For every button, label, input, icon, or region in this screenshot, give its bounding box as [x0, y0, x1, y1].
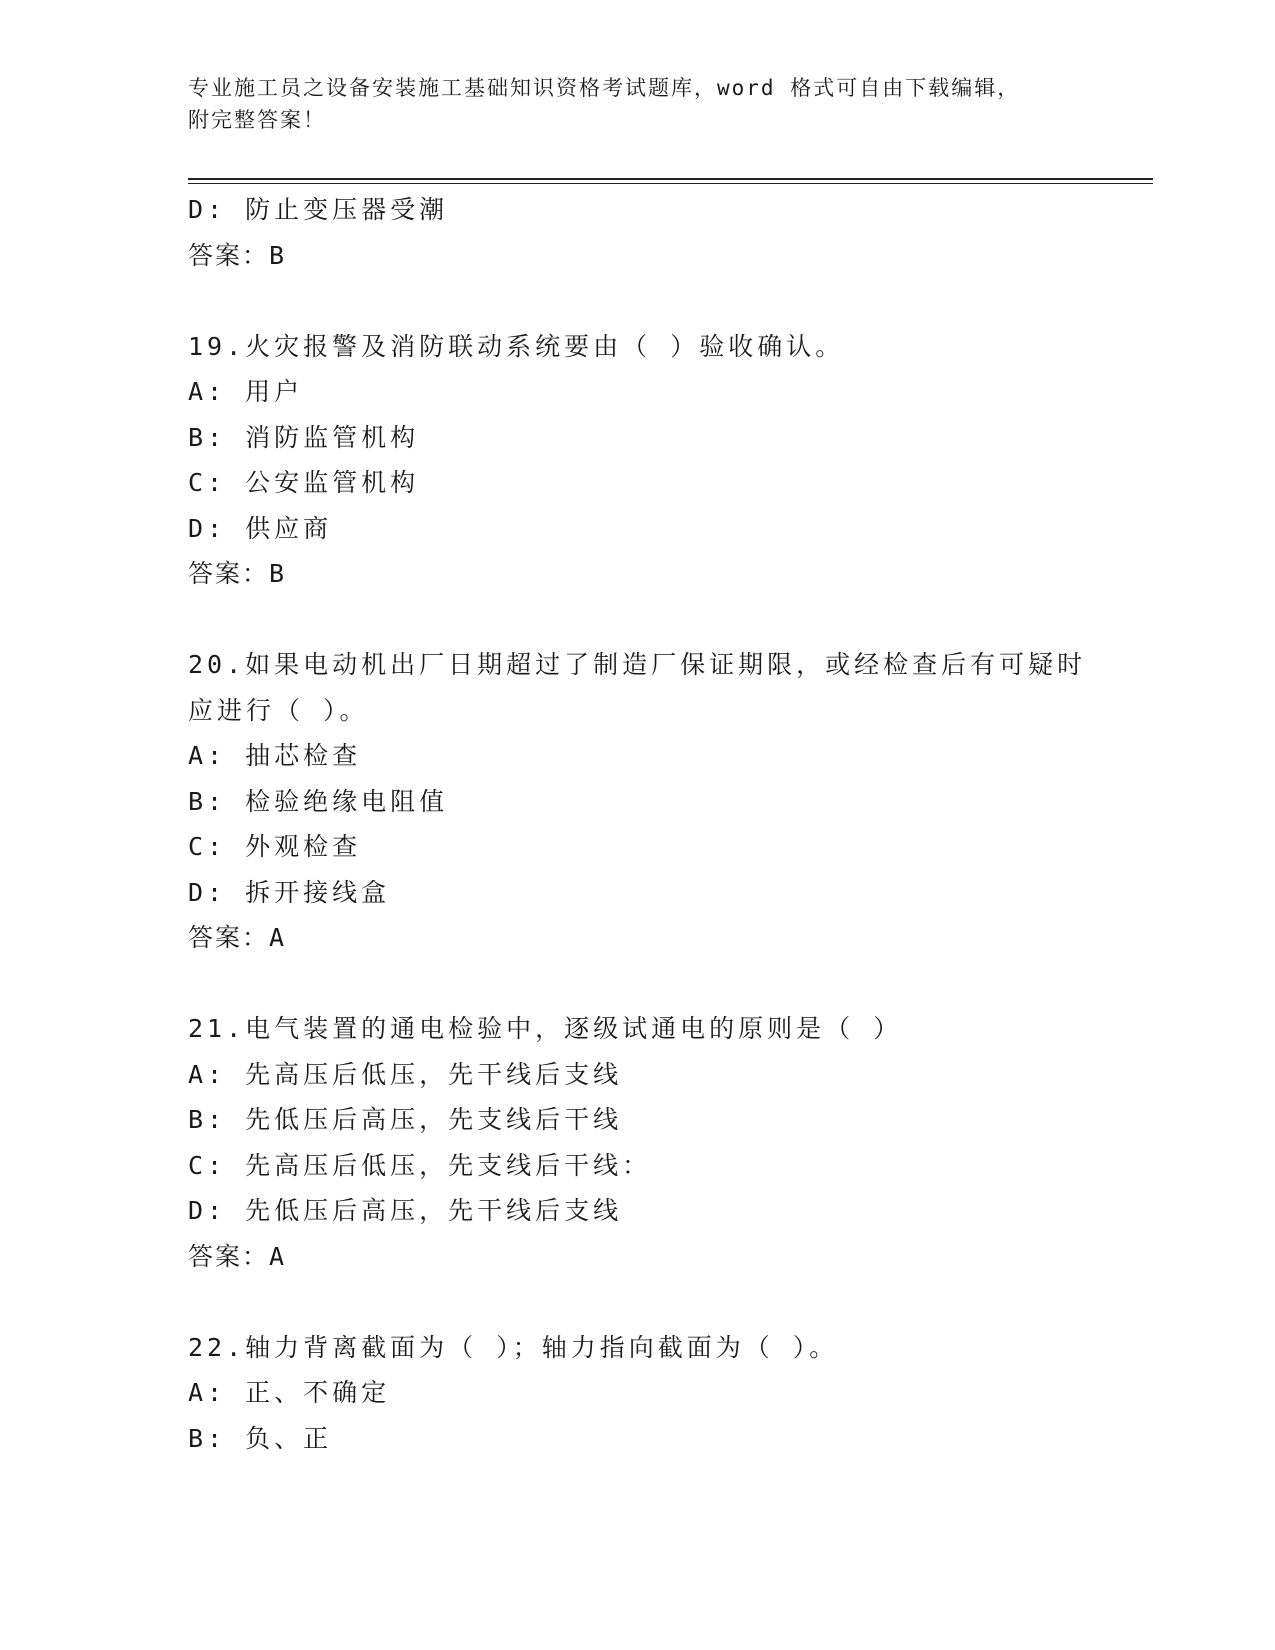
question-content: [188, 187, 1148, 1461]
answer: 答案：B: [188, 240, 287, 270]
option-b: B: 检验绝缘电阻值: [188, 786, 449, 816]
option-c: C: 先高压后低压，先支线后干线：: [188, 1150, 652, 1180]
option-d: D: 防止变压器受潮: [188, 195, 449, 224]
option-a: A: 抽芯检查: [188, 741, 362, 770]
option-b: B: 负、正: [188, 1423, 333, 1453]
question-19: [188, 324, 1148, 597]
spacer: [188, 1279, 1148, 1325]
option-b: B: 先低压后高压，先支线后干线: [188, 1105, 623, 1134]
header-divider-thick: [188, 178, 1153, 180]
question-stem-line-2: 应进行（ ）。: [188, 695, 369, 725]
option-a: A: 正、不确定: [188, 1378, 391, 1407]
question-18-continuation: [188, 187, 1148, 278]
answer: 答案：A: [188, 1241, 287, 1271]
option-a: A: 用户: [188, 377, 304, 406]
header-title-line-1: 专业施工员之设备安装施工基础知识资格考试题库，word 格式可自由下载编辑，: [188, 76, 1021, 100]
spacer: [188, 597, 1148, 643]
option-d: D: 拆开接线盒: [188, 877, 391, 907]
spacer: [188, 278, 1148, 324]
question-stem: 19.火灾报警及消防联动系统要由（ ）验收确认。: [188, 331, 845, 361]
option-a: A: 先高压后低压，先干线后支线: [188, 1059, 623, 1089]
header-title-line-2: 附完整答案！: [188, 108, 326, 132]
answer: 答案：B: [188, 559, 287, 588]
option-d: D: 先低压后高压，先干线后支线: [188, 1196, 623, 1225]
option-c: C: 公安监管机构: [188, 468, 420, 497]
question-stem: 22.轴力背离截面为（ ）；轴力指向截面为（ ）。: [188, 1332, 839, 1362]
option-d: D: 供应商: [188, 513, 333, 543]
question-20: [188, 642, 1148, 961]
question-22: [188, 1325, 1148, 1462]
question-21: [188, 1006, 1148, 1279]
question-stem-line-1: 20.如果电动机出厂日期超过了制造厂保证期限，或经检查后有可疑时: [188, 650, 1087, 679]
page-header: [188, 72, 1088, 136]
header-divider-thin: [188, 183, 1153, 184]
question-stem: 21.电气装置的通电检验中，逐级试通电的原则是（ ）: [188, 1014, 903, 1043]
spacer: [188, 961, 1148, 1007]
answer: 答案：A: [188, 923, 287, 952]
option-c: C: 外观检查: [188, 832, 362, 861]
option-b: B: 消防监管机构: [188, 422, 420, 452]
